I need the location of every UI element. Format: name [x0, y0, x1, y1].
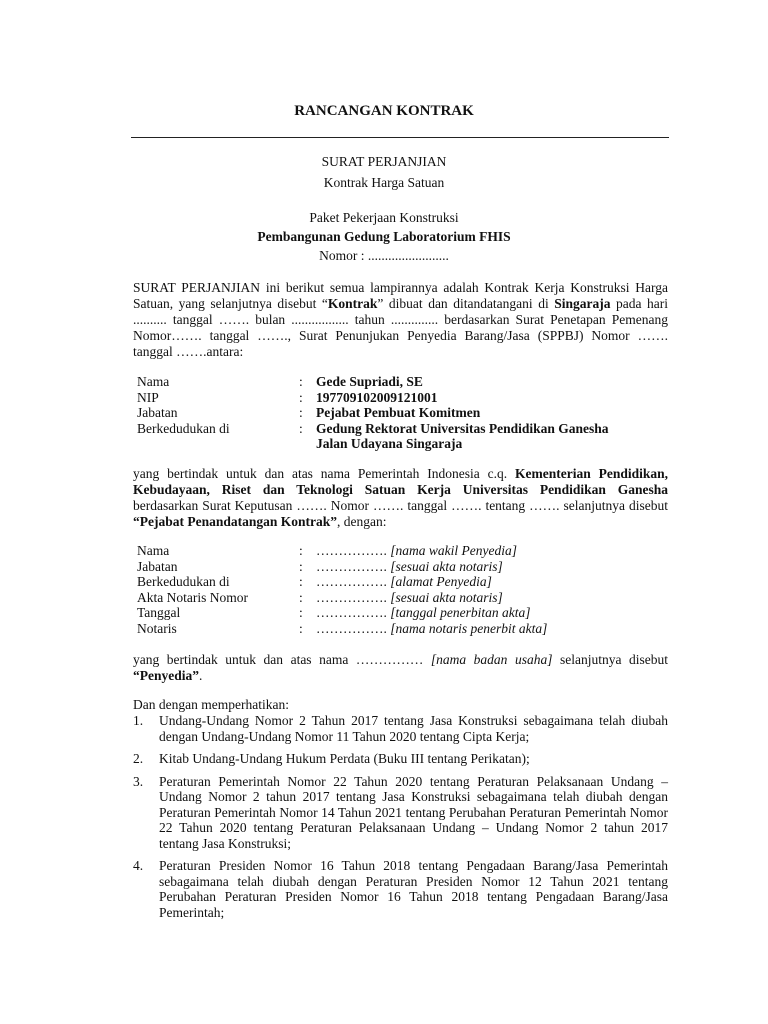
list-item [133, 774, 668, 852]
party2-table: Nama : ……………. [nama wakil Penyedia] Jabatan : ……………. [sesuai akta notaris] Berkedudukan di : ……………. [alamat Penyedia] Akta Notaris Nomor : ……………. [sesuai akta notaris] Tanggal : ……………. [tanggal penerbitan akta] Notaris : ……………. [nama notaris penerbit akta] [137, 543, 548, 636]
list-item [133, 751, 668, 767]
list-item-text: Undang-Undang Nomor 2 Tahun 2017 tentang Jasa Konstruksi sebagaimana telah diubah dengan Undang-Undang Nomor 11 Tahun 2020 tentang Cipta Kerja; [159, 713, 668, 744]
party2-value: [sesuai akta notaris] [390, 589, 503, 605]
list-item-number: 4. [133, 858, 144, 873]
party2-key: Akta Notaris Nomor [137, 589, 248, 605]
list-item [133, 858, 668, 920]
party2-value: [sesuai akta notaris] [390, 558, 503, 574]
party2-key: Jabatan [137, 558, 178, 574]
party1-key: Berkedudukan di [137, 420, 230, 436]
contract-type: Kontrak Harga Satuan [323, 175, 445, 190]
party1-table: Nama : Gede Supriadi, SE NIP : 197709102009121001 Jabatan : Pejabat Pembuat Komitmen Berkedudukan di : Gedung Rektorat Universitas Pendidikan Ganesha Jalan Udayana Singaraja [137, 374, 609, 451]
party2-value: [alamat Penyedia] [390, 574, 492, 589]
package-label: Paket Pekerjaan Konstruksi [309, 210, 459, 225]
party2-value: [tanggal penerbitan akta] [390, 605, 531, 620]
party1-value: Gede Supriadi, SE [316, 374, 423, 389]
party2-key: Berkedudukan di [137, 574, 230, 589]
intro-paragraph [133, 280, 668, 360]
considering-heading: Dan dengan memperhatikan: [133, 697, 289, 712]
acting2-placeholder: [nama badan usaha] [430, 652, 553, 667]
party1-value: Jalan Udayana Singaraja [316, 436, 463, 451]
party2-key: Nama [137, 543, 170, 558]
acting1-text-1: yang bertindak untuk dan atas nama Pemerintah Indonesia c.q. [133, 466, 515, 481]
acting1-role: “Pejabat Penandatangan Kontrak” [133, 514, 338, 529]
regulation-list [133, 713, 668, 920]
list-item-number: 3. [133, 773, 144, 789]
contract-number: Nomor : ........................ [319, 248, 449, 263]
party2-dots: ……………. [316, 543, 387, 558]
list-item-number: 1. [133, 713, 144, 728]
intro-text-3: pada hari .......... tanggal ……. bulan ................. tahun .............. berdasarkan Surat Penetapan Pemenang Nomor……. tanggal ……., Surat Penunjukan Penyedia Barang/Jasa (SPPBJ) Nomor ……. tanggal …….antara: [133, 296, 668, 359]
acting-paragraph-1 [133, 466, 668, 530]
acting2-text-1: yang bertindak untuk dan atas nama …………… [133, 652, 431, 667]
party1-key: NIP [137, 389, 159, 405]
list-item-text: Peraturan Pemerintah Nomor 22 Tahun 2020 tentang Peraturan Pelaksanaan Undang – Undang Nomor 2 tahun 2017 tentang Jasa Konstruksi sebagaimana telah diubah dengan Peraturan Pemerintah Nomor 14 Tahun 2021 tentang Perubahan Peraturan Pemerintah Nomor 22 Tahun 2020 tentang Peraturan Pelaksanaan Undang – Undang Nomor 2 tahun 2017 tentang Jasa Konstruksi; [159, 773, 668, 851]
acting1-text-2: berdasarkan Surat Keputusan ……. Nomor ……. tanggal ……. tentang ……. selanjutnya disebut [133, 498, 668, 513]
party2-dots: ……………. [316, 589, 387, 605]
list-item [133, 713, 668, 744]
intro-kontrak-word: Kontrak [327, 296, 378, 311]
party2-key: Notaris [137, 620, 177, 636]
acting2-text-3: . [199, 668, 203, 683]
party1-value: Gedung Rektorat Universitas Pendidikan Ganesha [316, 420, 609, 436]
list-item-text: Peraturan Presiden Nomor 16 Tahun 2018 tentang Pengadaan Barang/Jasa Pemerintah sebagaimana telah diubah dengan Peraturan Presiden Nomor 12 Tahun 2021 tentang Perubahan Peraturan Presiden Nomor 16 Tahun 2018 tentang Pengadaan Barang/Jasa Pemerintah; [159, 858, 668, 920]
acting2-role: “Penyedia” [133, 668, 199, 683]
intro-text-2: ” dibuat dan ditandatangani di [377, 296, 555, 311]
party2-dots: ……………. [316, 605, 387, 620]
party2-dots: ……………. [316, 574, 387, 589]
party1-value: Pejabat Pembuat Komitmen [316, 405, 481, 420]
intro-city: Singaraja [554, 296, 611, 311]
document-title: RANCANGAN KONTRAK [294, 103, 474, 119]
party1-key: Nama [137, 374, 170, 389]
party2-dots: ……………. [316, 558, 387, 574]
party1-key: Jabatan [137, 405, 178, 420]
acting1-text-3: , dengan: [337, 514, 387, 529]
surat-heading: SURAT PERJANJIAN [321, 154, 447, 169]
acting1-institution: Kementerian Pendidikan, Kebudayaan, Riset dan Teknologi Satuan Kerja Universitas Pendidikan Ganesha [133, 466, 668, 497]
list-item-text: Kitab Undang-Undang Hukum Perdata (Buku III tentang Perikatan); [159, 751, 530, 766]
acting-paragraph-2 [133, 652, 668, 684]
party2-value: [nama notaris penerbit akta] [390, 620, 548, 636]
intro-text-1: SURAT PERJANJIAN ini berikut semua lampirannya adalah Kontrak Kerja Konstruksi Harga Satuan, yang selanjutnya disebut “ [133, 280, 668, 311]
acting2-text-2: selanjutnya disebut [552, 652, 669, 667]
party1-value: 197709102009121001 [316, 389, 438, 405]
party2-value: [nama wakil Penyedia] [390, 543, 517, 558]
party2-dots: ……………. [316, 620, 387, 636]
list-item-number: 2. [133, 751, 144, 766]
title-divider [131, 137, 669, 138]
party2-key: Tanggal [137, 605, 181, 620]
project-name: Pembangunan Gedung Laboratorium FHIS [257, 229, 511, 244]
